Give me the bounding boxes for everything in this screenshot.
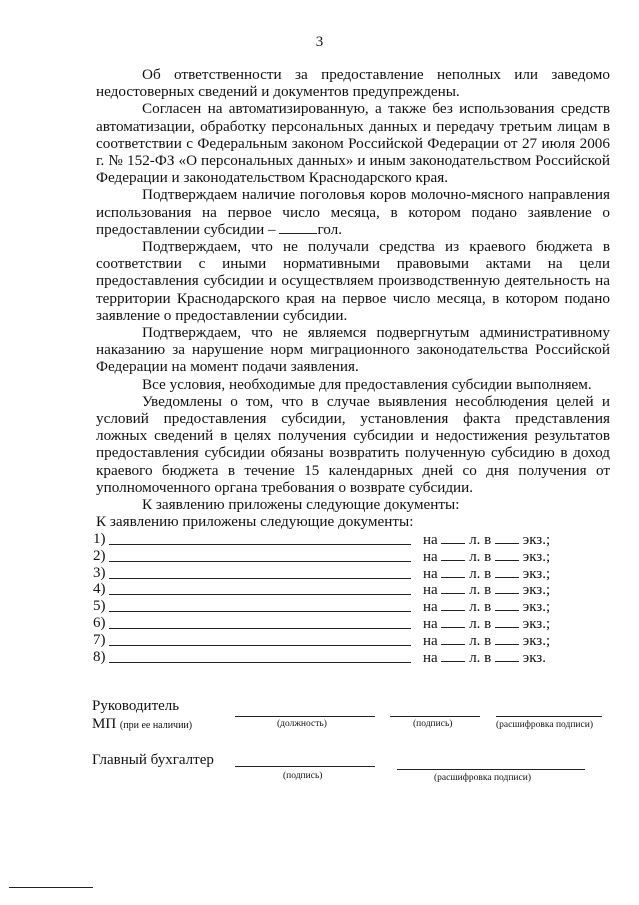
document-row — [93, 531, 563, 548]
paragraph-personal-data-consent: Согласен на автоматизированную, а также без использования средств автоматизации, обработку персональных данных и передачу третьим лицам в соответствии с Федеральным законом Российской Федерации от 27 июля 2006 г. № 152-ФЗ «О персональных данных» и иным законодательством Российской Федерации и законодательством Краснодарского края. — [96, 100, 610, 187]
accountant-decoding-caption: (расшифровка подписи) — [434, 773, 531, 783]
document-row — [93, 565, 563, 582]
paragraph-attached-docs-repeat: К заявлению приложены следующие документы: — [96, 513, 414, 531]
decoding-caption: (расшифровка подписи) — [496, 720, 593, 730]
document-tail: на л. в экз.; — [423, 532, 551, 548]
document-number: 4) — [93, 581, 106, 598]
document-number: 3) — [93, 564, 106, 581]
paragraph-attached-docs: К заявлению приложены следующие документы: — [142, 496, 460, 514]
document-name-blank — [109, 645, 411, 646]
document-tail: на л. в экз.; — [423, 615, 551, 632]
accountant-signature-caption: (подпись) — [283, 771, 323, 781]
footer-rule — [9, 887, 93, 888]
document-row — [93, 548, 563, 565]
livestock-text: Подтверждаем наличие поголовья коров молочно-мясного направления использования на первое число месяца, в котором подано заявление о предоставлении субсидии – — [96, 186, 610, 238]
document-number: 5) — [93, 598, 106, 615]
paragraph-responsibility: Об ответственности за предоставление неполных или заведомо недостоверных сведений и документов предупреждены. — [96, 66, 610, 101]
head-unit: гол. — [317, 220, 343, 238]
document-name-blank — [109, 561, 411, 562]
accountant-signature-line — [235, 766, 375, 767]
stamp-label: МП (при ее наличии) — [92, 716, 193, 732]
document-name-blank — [109, 611, 411, 612]
document-row — [93, 581, 563, 598]
document-row — [93, 598, 563, 615]
document-name-blank — [109, 544, 411, 545]
document-name-blank — [109, 594, 411, 595]
paragraph-no-budget-funds: Подтверждаем, что не получали средства из краевого бюджета в соответствии с иными нормативными правовыми актами на цели предоставления субсидии и осуществляем производственную деятельность на территории Краснодарского края на первое число месяца, в котором подано заявление о предоставлении субсидии. — [96, 238, 610, 324]
document-tail: на л. в экз. — [423, 649, 546, 666]
documents-list — [93, 531, 563, 665]
document-tail: на л. в экз.; — [423, 599, 551, 616]
paragraph-livestock — [96, 186, 610, 238]
document-row — [93, 632, 563, 649]
document-tail: на л. в экз.; — [423, 548, 551, 565]
document-name-blank — [109, 662, 411, 663]
position-caption: (должность) — [277, 719, 327, 729]
accountant-decoding-line — [397, 769, 585, 770]
signature-caption: (подпись) — [413, 719, 453, 729]
document-number: 1) — [93, 531, 106, 547]
document-number: 7) — [93, 631, 106, 648]
head-label: Руководитель — [92, 698, 180, 714]
head-signature-line — [390, 716, 480, 717]
head-decoding-line — [496, 716, 602, 717]
document-tail: на л. в экз.; — [423, 565, 551, 582]
page-number: 3 — [315, 34, 324, 50]
document-number: 8) — [93, 648, 106, 665]
stamp-note: (при ее наличии) — [119, 720, 193, 731]
paragraph-no-penalty: Подтверждаем, что не являемся подвергнутым административному наказанию за нарушение норм миграционного законодательства Российской Федерации на момент подачи заявления. — [96, 324, 610, 376]
document-number: 6) — [93, 614, 106, 631]
document-number: 2) — [93, 547, 106, 564]
document-row — [93, 649, 563, 666]
document-tail: на л. в экз.; — [423, 632, 551, 649]
body-text — [96, 66, 610, 530]
document-name-blank — [109, 578, 411, 579]
chief-accountant-label: Главный бухгалтер — [92, 752, 214, 768]
document-name-blank — [109, 628, 411, 629]
paragraph-notification: Уведомлены о том, что в случае выявления несоблюдения целей и условий предоставления субсидии, установления факта представления ложных сведений в целях получения субсидии и недостижения результатов предоставления субсидии обязаны возвратить полученную субсидию в доход краевого бюджета в течение 15 календарных дней со дня получения от уполномоченного органа требования о возврате субсидии. — [96, 392, 610, 496]
document-tail: на л. в экз.; — [423, 582, 551, 599]
paragraph-conditions: Все условия, необходимые для предоставления субсидии выполняем. — [142, 375, 592, 393]
document-row — [93, 615, 563, 632]
head-position-line — [235, 716, 375, 717]
livestock-count-blank — [279, 221, 317, 234]
